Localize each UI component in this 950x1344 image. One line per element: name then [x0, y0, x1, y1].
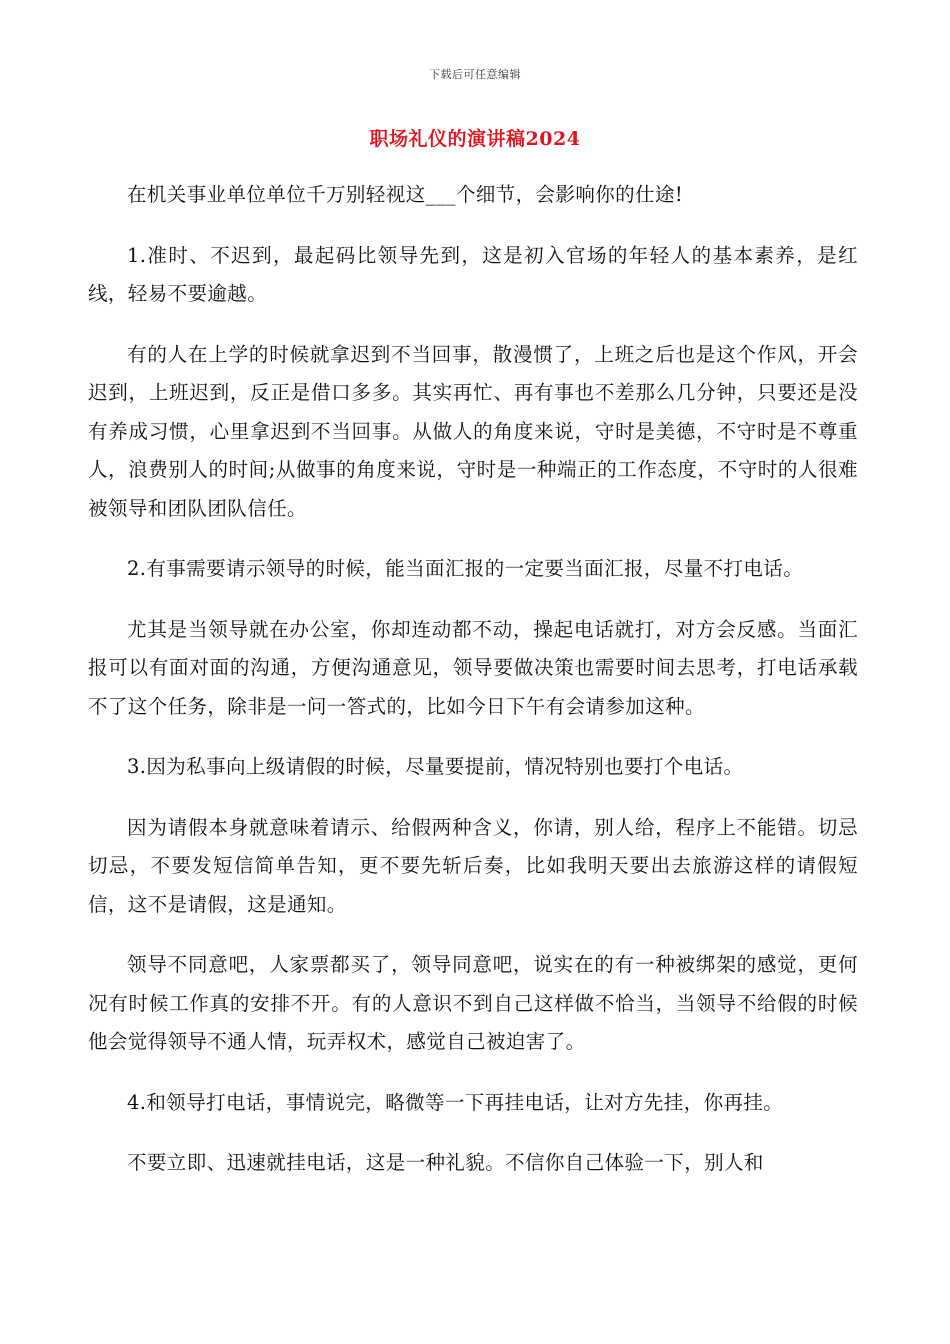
paragraph-point-3-detail-2: 领导不同意吧，人家票都买了，领导同意吧，说实在的有一种被绑架的感觉，更何况有时候工作真的安排不开。有的人意识不到自己这样做不恰当，当领导不给假的时候他会觉得领导不通人情，玩弄权术，感觉自己被迫害了。 [88, 953, 858, 1053]
paragraph-point-3: 3.因为私事向上级请假的时候，尽量要提前，情况特别也要打个电话。 [127, 755, 744, 778]
paragraph-point-4-detail: 不要立即、迅速就挂电话，这是一种礼貌。不信你自己体验一下，别人和 [127, 1151, 764, 1174]
paragraph-point-1: 1.准时、不迟到，最起码比领导先到，这是初入官场的年轻人的基本素养，是红线，轻易不要逾越。 [88, 243, 858, 305]
paragraph-intro: 在机关事业单位单位千万别轻视这___个细节，会影响你的仕途! [127, 183, 684, 206]
header-note: 下载后可任意编辑 [429, 68, 521, 81]
document-body [88, 176, 858, 1205]
paragraph-point-2-detail: 尤其是当领导就在办公室，你却连动都不动，操起电话就打，对方会反感。当面汇报可以有面对面的沟通，方便沟通意见，领导要做决策也需要时间去思考，打电话承载不了这个任务，除非是一问一答式的，比如今日下午有会请参加这种。 [88, 617, 858, 718]
document-title: 职场礼仪的演讲稿2024 [369, 128, 581, 150]
paragraph-point-1-detail: 有的人在上学的时候就拿迟到不当回事，散漫惯了，上班之后也是这个作风，开会迟到，上班迟到，反正是借口多多。其实再忙、再有事也不差那么几分钟，只要还是没有养成习惯，心里拿迟到不当回事。从做人的角度来说，守时是美德，不守时是不尊重人，浪费别人的时间;从做事的角度来说，守时是一种端正的工作态度，不守时的人很难被领导和团队团队信任。 [88, 342, 858, 520]
paragraph-point-4: 4.和领导打电话，事情说完，略微等一下再挂电话，让对方先挂，你再挂。 [127, 1090, 784, 1114]
paragraph-point-2: 2.有事需要请示领导的时候，能当面汇报的一定要当面汇报，尽量不打电话。 [127, 557, 804, 580]
paragraph-point-3-detail: 因为请假本身就意味着请示、给假两种含义，你请，别人给，程序上不能错。切忌切忌，不要发短信简单告知，更不要先斩后奏，比如我明天要出去旅游这样的请假短信，这不是请假，这是通知。 [88, 815, 858, 916]
